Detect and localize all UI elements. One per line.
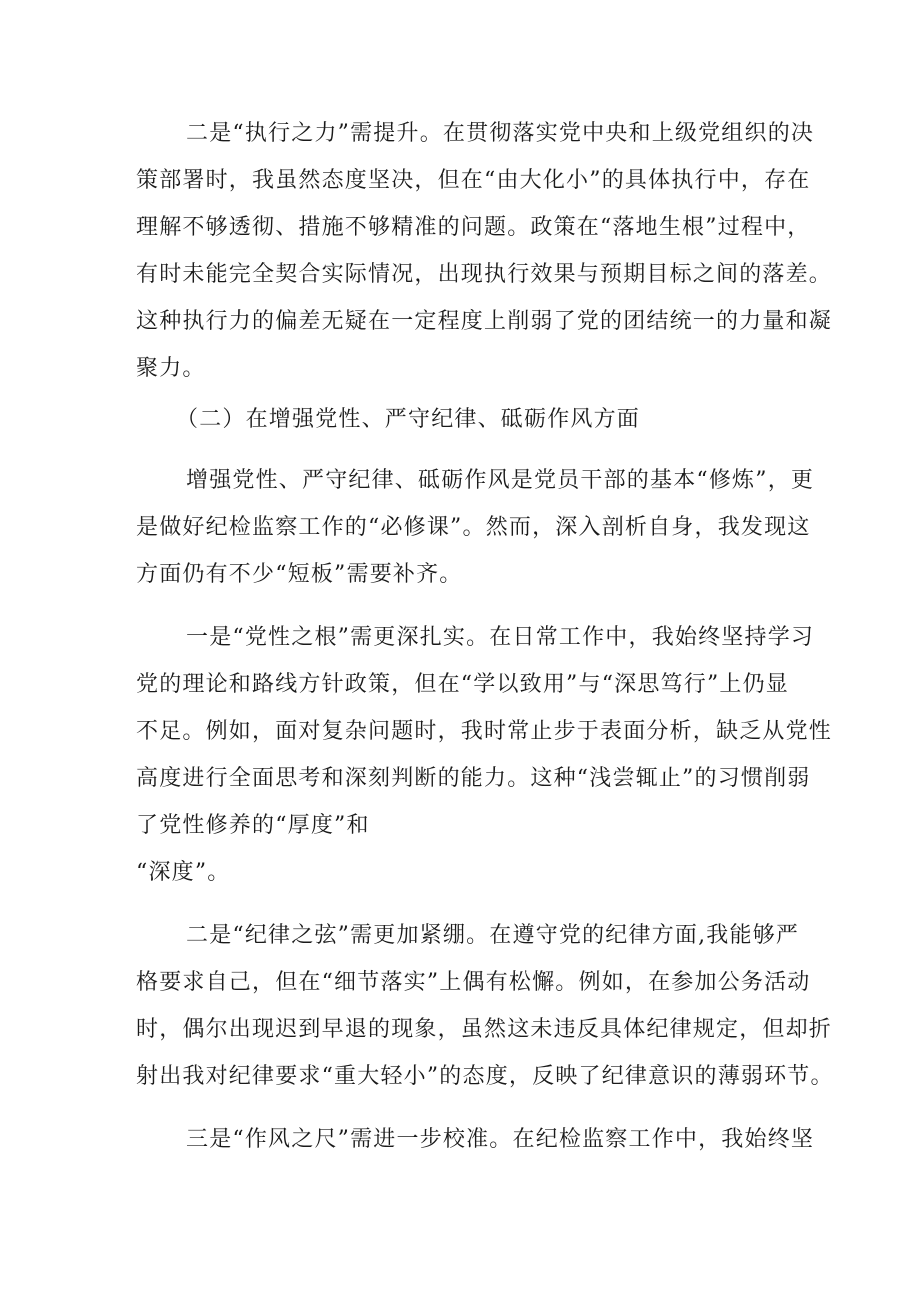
paragraph-3-line-6: “深度”。 (136, 860, 231, 885)
paragraph-2-line-3: 方面仍有不少“短板”需要补齐。 (136, 562, 463, 587)
paragraph-2-line-2: 是做好纪检监察工作的“必修课”。然而，深入剖析自身，我发现这 (136, 515, 811, 540)
paragraph-3-line-3: 不足。例如，面对复杂问题时，我时常止步于表面分析，缺乏从党性 (136, 719, 833, 744)
section-heading: （二）在增强党性、严守纪律、砥砺作风方面 (176, 407, 641, 432)
paragraph-1-line-2: 策部署时，我虽然态度坚决，但在“由大化小”的具体执行中，存在 (136, 168, 811, 193)
paragraph-1-line-3: 理解不够透彻、措施不够精准的问题。政策在“落地生根”过程中， (136, 215, 811, 240)
paragraph-4-line-3: 时，偶尔出现迟到早退的现象，虽然这未违反具体纪律规定，但却折 (136, 1017, 833, 1042)
paragraph-1-line-6: 聚力。 (136, 356, 206, 381)
paragraph-4-line-2: 格要求自己，但在“细节落实”上偶有松懈。例如，在参加公务活动 (136, 970, 811, 995)
paragraph-1-line-5: 这种执行力的偏差无疑在一定程度上削弱了党的团结统一的力量和凝 (136, 309, 833, 334)
paragraph-4-line-4: 射出我对纪律要求“重大轻小”的态度，反映了纪律意识的薄弱环节。 (136, 1064, 834, 1089)
paragraph-4-line-1: 二是“纪律之弦”需更加紧绷。在遵守党的纪律方面,我能够严 (186, 923, 800, 948)
paragraph-3-line-5: 了党性修养的“厚度”和 (136, 813, 370, 838)
paragraph-5-line-1: 三是“作风之尺”需进一步校准。在纪检监察工作中，我始终坚 (186, 1127, 815, 1152)
paragraph-2-line-1: 增强党性、严守纪律、砥砺作风是党员干部的基本“修炼”，更 (186, 468, 815, 493)
paragraph-1-line-4: 有时未能完全契合实际情况，出现执行效果与预期目标之间的落差。 (136, 262, 833, 287)
paragraph-1-line-1: 二是“执行之力”需提升。在贯彻落实党中央和上级党组织的决 (186, 121, 815, 146)
paragraph-3-line-4: 高度进行全面思考和深刻判断的能力。这种“浅尝辄止”的习惯削弱 (136, 766, 811, 791)
paragraph-3-line-1: 一是“党性之根”需更深扎实。在日常工作中，我始终坚持学习 (186, 625, 815, 650)
paragraph-3-line-2: 党的理论和路线方针政策，但在“学以致用”与“深思笃行”上仍显 (136, 672, 789, 697)
